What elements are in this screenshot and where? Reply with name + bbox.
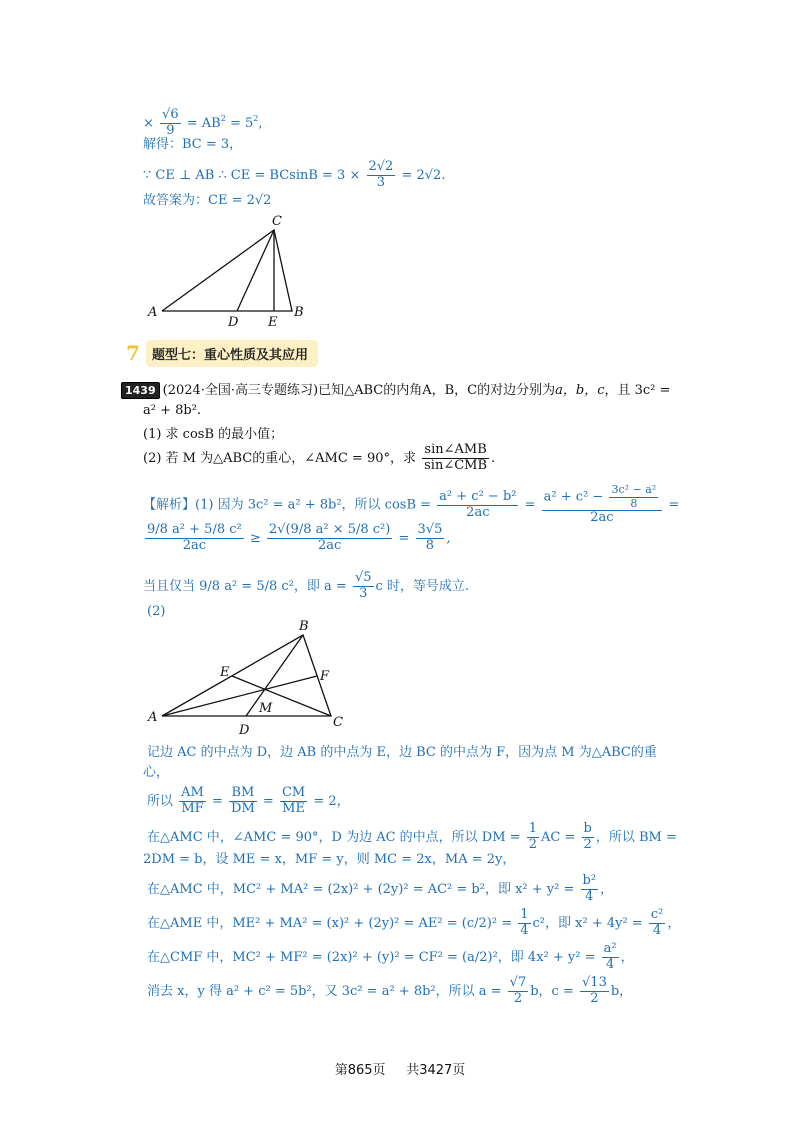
numerator: a² + c² − b² [439, 488, 517, 504]
solution-line-10 [147, 908, 680, 939]
prev-line-2: 解得：BC = 3， [143, 137, 243, 152]
label-b: B [299, 619, 309, 634]
solution-line-5: 记边 AC 的中点为 D，边 AB 的中点为 E，边 BC 的中点为 F，因为点 M 为△ABC的重 [147, 745, 657, 760]
prev-line-4: 故答案为：CE = 2√2 [143, 193, 272, 208]
expr: AC = [540, 829, 576, 845]
fraction [437, 490, 518, 521]
prev-line-3 [143, 160, 445, 191]
numerator: sin∠AMB [422, 443, 489, 459]
label-d: D [228, 315, 239, 330]
punct: ， [667, 915, 681, 931]
problem-stem-line-2: a² + 8b². [143, 403, 202, 418]
expr: ，所以 BM = [595, 829, 677, 845]
numerator: √13 [582, 975, 607, 990]
expr: 在△AME 中，ME² + MA² = (x)² + (2y)² = AE² = (c/2)² = [147, 915, 513, 931]
denominator: 9 [166, 122, 175, 138]
numerator: 1 [528, 821, 537, 836]
expr: = 5 [225, 115, 254, 131]
expr: 在△AMC 中，∠AMC = 90°，D 为边 AC 的中点，所以 DM = [147, 829, 521, 845]
denominator: sin∠CMB [424, 457, 488, 473]
numerator: 2√(9/8 a² × 5/8 c²) [268, 522, 391, 537]
numerator: √5 [354, 570, 372, 585]
label-a: A [148, 305, 158, 320]
q2-text: (2) 若 M 为△ABC的重心，∠AMC = 90°，求 [143, 450, 416, 466]
denominator: 8 [630, 496, 638, 510]
label-a: A [148, 710, 158, 725]
expr: 在△CMF 中，MC² + MF² = (2x)² + (y)² = CF² = (a/2)²，即 4x² + y² = [147, 949, 596, 965]
numerator: √7 [509, 975, 527, 990]
expr: 消去 x，y 得 a² + c² = 5b²，又 3c² = a² + 8b²，所以 a = [147, 983, 502, 999]
times-sign: × [143, 115, 154, 131]
triangle-abc [162, 635, 331, 716]
label-d: D [239, 723, 250, 738]
segment-cd [237, 230, 274, 311]
prev-line-1: × $\frac{√6}{9}$ = $AB^2 = 5^2$, [143, 107, 263, 138]
denominator: 8 [425, 537, 435, 553]
fraction [416, 523, 445, 554]
fraction [602, 942, 619, 973]
solution-line-2 [143, 523, 451, 554]
expr: c²，即 x² + 4y² = [532, 915, 643, 931]
numerator: AM [181, 785, 204, 800]
label-f: F [320, 669, 330, 684]
expr: 所以 [147, 793, 174, 809]
stem-text: (2024·全国·高三专题练习)已知△ABC的内角A，B，C的对边分别为 [162, 383, 556, 398]
numerator: 9/8 a² + 5/8 c² [147, 522, 242, 537]
total-pages: 共3427页 [406, 1063, 466, 1078]
fraction [422, 443, 489, 474]
denominator: 2 [590, 990, 599, 1006]
fraction [145, 523, 244, 554]
problem-stem-line-1 [121, 382, 670, 399]
punct: , [258, 115, 263, 131]
fraction [229, 786, 257, 817]
section-banner [120, 340, 318, 366]
fraction [267, 523, 392, 554]
fraction [580, 976, 609, 1007]
page-number: 第865页 [334, 1063, 386, 1078]
fraction [518, 908, 530, 939]
fraction [179, 786, 206, 817]
triangle-figure-1 [140, 210, 320, 330]
expr: a² + c² − [543, 489, 604, 505]
expr: 在△AMC 中，MC² + MA² = (2x)² + (2y)² = AC² = b²，即 x² + y² = [147, 881, 575, 897]
punct: ， [620, 949, 634, 965]
expr: ≥ [249, 530, 261, 546]
numerator: a² [603, 941, 617, 956]
expr: 当且仅当 [143, 578, 196, 594]
denominator: DM [231, 800, 255, 816]
expr: = 2， [313, 793, 350, 809]
solution-line-9 [147, 874, 613, 905]
section-number-badge: 7 [126, 341, 140, 365]
expr: = AB [186, 115, 221, 131]
denominator: 4 [605, 956, 615, 972]
stem-vars: a，b，c [555, 383, 605, 398]
denominator: 3 [359, 585, 368, 601]
section-title: 题型七：重心性质及其应用 [146, 340, 318, 367]
denominator: 2ac [317, 537, 342, 553]
solution-line-5b: 心， [143, 765, 170, 780]
fraction [582, 822, 594, 853]
denominator: 2ac [182, 537, 207, 553]
label-m: M [259, 701, 273, 716]
fraction [609, 484, 658, 510]
fraction [508, 976, 529, 1007]
denominator: 2ac [590, 510, 614, 526]
fraction [649, 908, 666, 939]
expr: b， [610, 983, 633, 999]
numerator: 2√2 [368, 159, 394, 174]
expr: = [398, 530, 410, 546]
expr: c 时，等号成立. [375, 578, 470, 594]
expr: (1) 因为 3c² = a² + 8b²，所以 cosB = [195, 497, 432, 513]
solution-line-6: 所以 $\frac{AM}{MF}$ = $\frac{BM}{DM}$ = $\frac{CM}{ME}$ = 2， [147, 785, 350, 816]
solution-line-12 [147, 976, 632, 1007]
fraction [160, 108, 181, 139]
numerator: b [583, 821, 592, 836]
label-b: B [294, 305, 304, 320]
punct: . [491, 450, 496, 466]
solution-line-1 [143, 484, 679, 526]
median-be [162, 676, 317, 716]
fraction [353, 571, 374, 602]
question-1: (1) 求 cosB 的最小值； [143, 427, 284, 442]
fraction [367, 160, 396, 191]
fraction [581, 874, 599, 905]
numerator: CM [281, 785, 306, 800]
triangle-abc [162, 230, 292, 311]
expr: = 2√2. [401, 167, 446, 183]
denominator: 4 [585, 888, 594, 904]
median-bd [246, 635, 303, 716]
problem-number: 1439 [121, 382, 160, 399]
denominator: 2 [583, 836, 592, 852]
numerator: √6 [162, 107, 179, 122]
denominator: 2ac [466, 504, 490, 520]
fraction [527, 822, 539, 853]
numerator [542, 484, 663, 511]
solution-part-2-label: (2) [147, 604, 166, 619]
denominator: 4 [520, 922, 529, 938]
numerator: 1 [520, 907, 529, 922]
label-e: E [220, 665, 230, 680]
solution-tag: 【解析】 [143, 497, 196, 513]
punct: , [446, 530, 451, 546]
denominator: 4 [652, 922, 662, 938]
numerator: 3c² − a² [611, 483, 657, 496]
solution-line-8: 2DM = b，设 ME = x，MF = y，则 MC = 2x，MA = 2y， [143, 852, 516, 867]
numerator: 3√5 [417, 522, 443, 537]
denominator: MF [181, 800, 204, 816]
expr: b，c = [530, 983, 574, 999]
triangle-figure-2 [140, 618, 360, 740]
expr: = [524, 497, 536, 513]
solution-line-7 [147, 822, 677, 853]
denominator: 2 [528, 836, 537, 852]
expr: = [668, 497, 680, 513]
label-c: C [333, 715, 343, 730]
expr: ，即 a = [293, 578, 347, 594]
numerator: c² [650, 907, 664, 922]
stem-text: ，且 3c² = [604, 383, 671, 398]
solution-line-11 [147, 942, 634, 973]
denominator: 2 [513, 990, 523, 1006]
numerator: BM [229, 786, 257, 802]
solution-line-3 [143, 571, 469, 602]
label-c: C [272, 214, 282, 229]
question-2 [143, 443, 495, 474]
punct: ， [600, 881, 614, 897]
numerator: b² [582, 873, 597, 888]
denominator: ME [282, 800, 305, 816]
median-cf [232, 676, 331, 716]
fraction [280, 786, 307, 817]
label-e: E [268, 315, 278, 330]
page-footer [0, 1059, 800, 1078]
denominator: 3 [376, 174, 386, 190]
expr: ∵ CE ⊥ AB ∴ CE = BCsinB = 3 × [143, 167, 361, 183]
fraction [542, 484, 663, 526]
expr: 9/8 a² = 5/8 c² [199, 578, 294, 594]
